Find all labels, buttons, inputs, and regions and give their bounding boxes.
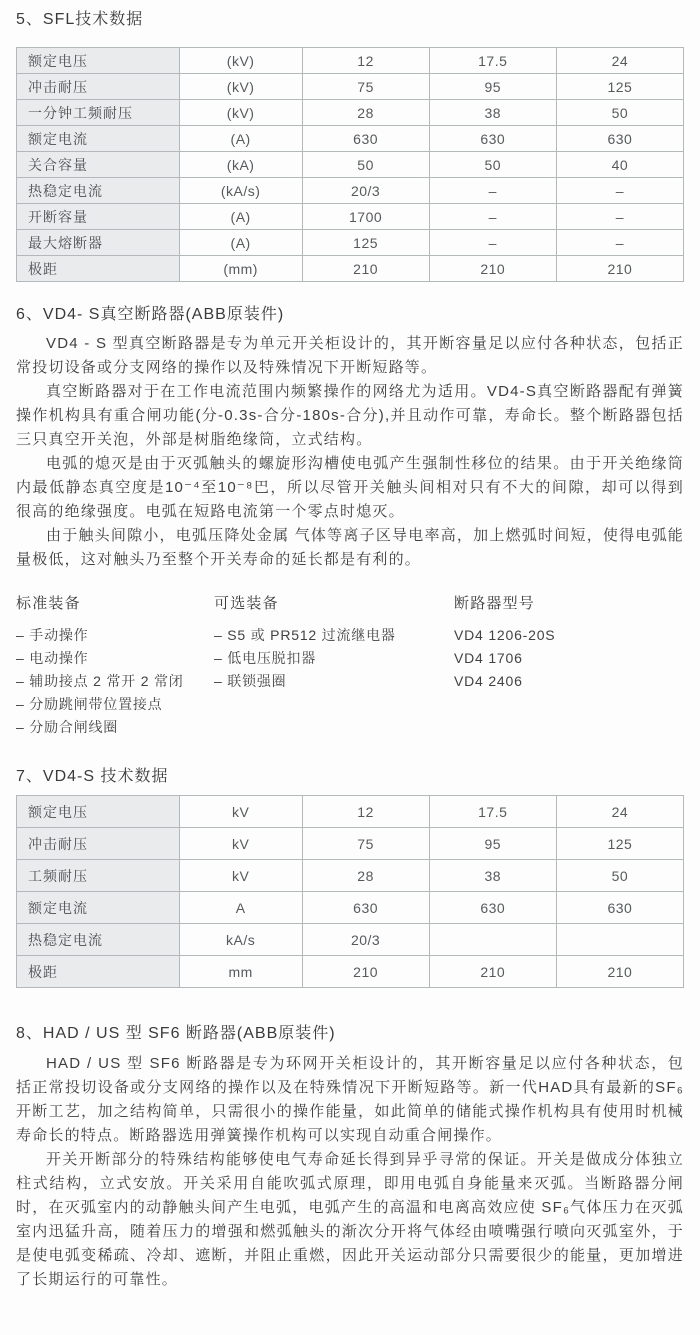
value-cell bbox=[556, 924, 683, 956]
table-row bbox=[17, 74, 684, 100]
row-label: 冲击耐压 bbox=[17, 828, 180, 860]
value-cell: – bbox=[556, 230, 683, 256]
unit-cell: A bbox=[179, 892, 302, 924]
table-row bbox=[17, 48, 684, 74]
row-label: 额定电流 bbox=[17, 892, 180, 924]
unit-cell: kV bbox=[179, 860, 302, 892]
value-cell: 50 bbox=[556, 100, 683, 126]
row-label: 最大熔断器 bbox=[17, 230, 180, 256]
section8-title: 8、HAD / US 型 SF6 断路器(ABB原装件) bbox=[16, 1025, 336, 1042]
row-label: 额定电压 bbox=[17, 48, 180, 74]
value-cell: 17.5 bbox=[429, 796, 556, 828]
unit-cell: (kV) bbox=[179, 100, 302, 126]
unit-cell: kV bbox=[179, 828, 302, 860]
list-item: – 分励合闸线圈 bbox=[16, 719, 119, 735]
value-cell: 28 bbox=[302, 100, 429, 126]
row-label: 工频耐压 bbox=[17, 860, 180, 892]
paragraph: 由于触头间隙小，电弧压降处金属 气体等离子区导电率高，加上燃弧时间短，使得电弧能量极低，这对触头乃至整个开关寿命的延长都是有利的。 bbox=[16, 527, 684, 568]
value-cell bbox=[429, 924, 556, 956]
unit-cell: (kA) bbox=[179, 152, 302, 178]
vd4s-tech-table bbox=[16, 795, 684, 988]
value-cell: – bbox=[556, 204, 683, 230]
row-label: 额定电流 bbox=[17, 126, 180, 152]
value-cell: 20/3 bbox=[302, 178, 429, 204]
paragraph: 开关开断部分的特殊结构能够使电气寿命延长得到异乎寻常的保证。开关是做成分体独立柱式结构，立式安放。开关采用自能吹弧式原理，即用电弧自身能量来灭弧。当断路器分闸时，在灭弧室内的动静触头间产生电弧，电弧产生的高温和电离高效应使 SF₆气体压力在灭弧室内迅猛升高，随着压力的增强和燃弧触头的渐次分开将气体经由喷嘴强行喷向灭弧室外，于是使电弧变稀疏、冷却、遮断，并阻止重燃，因此开关运动部分只需要很少的能量，更加增进了长期运行的可靠性。 bbox=[16, 1151, 684, 1288]
table-row bbox=[17, 178, 684, 204]
optional-equipment-column bbox=[214, 594, 454, 739]
value-cell: 75 bbox=[302, 828, 429, 860]
section7-title: 7、VD4-S 技术数据 bbox=[16, 768, 169, 785]
value-cell: 210 bbox=[429, 956, 556, 988]
list-item: – 联锁强圈 bbox=[214, 673, 287, 689]
value-cell: 210 bbox=[556, 256, 683, 282]
unit-cell: (A) bbox=[179, 204, 302, 230]
list-item: – S5 或 PR512 过流继电器 bbox=[214, 627, 396, 643]
column-header: 断路器型号 bbox=[454, 595, 536, 612]
value-cell: 210 bbox=[302, 256, 429, 282]
value-cell: 50 bbox=[429, 152, 556, 178]
value-cell: 95 bbox=[429, 828, 556, 860]
value-cell: 50 bbox=[556, 860, 683, 892]
table-row bbox=[17, 860, 684, 892]
table-row bbox=[17, 924, 684, 956]
table-row bbox=[17, 204, 684, 230]
value-cell: 210 bbox=[556, 956, 683, 988]
value-cell: 20/3 bbox=[302, 924, 429, 956]
breaker-model-column bbox=[454, 594, 684, 739]
row-label: 一分钟工频耐压 bbox=[17, 100, 180, 126]
value-cell: 210 bbox=[302, 956, 429, 988]
table-row bbox=[17, 956, 684, 988]
column-header: 标准装备 bbox=[16, 595, 81, 612]
table-row bbox=[17, 796, 684, 828]
paragraph: 电弧的熄灭是由于灭弧触头的螺旋形沟槽使电弧产生强制性移位的结果。由于开关绝缘筒内最低静态真空度是10⁻⁴至10⁻⁸巴，所以尽管开关触头间相对只有不大的间隙，却可以得到很高的绝缘强度。电弧在短路电流第一个零点时熄灭。 bbox=[16, 455, 684, 520]
standard-equipment-column bbox=[16, 594, 214, 739]
unit-cell: kA/s bbox=[179, 924, 302, 956]
value-cell: 125 bbox=[556, 828, 683, 860]
unit-cell: (A) bbox=[179, 230, 302, 256]
value-cell: – bbox=[556, 178, 683, 204]
list-item: – 分励跳闸带位置接点 bbox=[16, 696, 163, 712]
table-row bbox=[17, 256, 684, 282]
table-row bbox=[17, 892, 684, 924]
value-cell: 95 bbox=[429, 74, 556, 100]
value-cell: 1700 bbox=[302, 204, 429, 230]
list-item: – 辅助接点 2 常开 2 常闭 bbox=[16, 673, 184, 689]
value-cell: 24 bbox=[556, 48, 683, 74]
value-cell: 28 bbox=[302, 860, 429, 892]
list-item: VD4 1706 bbox=[454, 650, 523, 666]
value-cell: – bbox=[429, 178, 556, 204]
value-cell: 50 bbox=[302, 152, 429, 178]
table-row bbox=[17, 126, 684, 152]
row-label: 额定电压 bbox=[17, 796, 180, 828]
value-cell: 630 bbox=[556, 892, 683, 924]
list-item: – 低电压脱扣器 bbox=[214, 650, 317, 666]
value-cell: 630 bbox=[556, 126, 683, 152]
row-label: 极距 bbox=[17, 256, 180, 282]
paragraph: VD4 - S 型真空断路器是专为单元开关柜设计的，其开断容量足以应付各种状态，包括正常投切设备或分支网络的操作以及特殊情况下开断短路等。 bbox=[16, 335, 684, 376]
paragraph: 真空断路器对于在工作电流范围内频繁操作的网络尤为适用。VD4-S真空断路器配有弹簧操作机构具有重合闸功能(分-0.3s-合分-180s-合分),并且动作可靠，寿命长。整个断路器包括三只真空开关泡，外部是树脂绝缘筒，立式结构。 bbox=[16, 383, 684, 448]
value-cell: 125 bbox=[302, 230, 429, 256]
section6-title: 6、VD4- S真空断路器(ABB原装件) bbox=[16, 306, 285, 323]
unit-cell: (mm) bbox=[179, 256, 302, 282]
value-cell: 24 bbox=[556, 796, 683, 828]
list-item: VD4 1206-20S bbox=[454, 627, 556, 643]
value-cell: 630 bbox=[429, 892, 556, 924]
value-cell: 12 bbox=[302, 796, 429, 828]
column-header: 可选装备 bbox=[214, 595, 279, 612]
row-label: 开断容量 bbox=[17, 204, 180, 230]
paragraph: HAD / US 型 SF6 断路器是专为环网开关柜设计的，其开断容量足以应付各种状态，包括正常投切设备或分支网络的操作以及在特殊情况下开断短路等。新一代HAD具有最新的SF₆开断工艺，加之结构简单，只需很小的操作能量，如此简单的储能式操作机构具有使用时机械寿命长的特点。断路器选用弹簧操作机构可以实现自动重合闸操作。 bbox=[16, 1055, 684, 1144]
value-cell: 125 bbox=[556, 74, 683, 100]
list-item: VD4 2406 bbox=[454, 673, 523, 689]
row-label: 热稳定电流 bbox=[17, 178, 180, 204]
unit-cell: (kV) bbox=[179, 48, 302, 74]
table-row bbox=[17, 230, 684, 256]
unit-cell: mm bbox=[179, 956, 302, 988]
value-cell: 630 bbox=[302, 126, 429, 152]
value-cell: 17.5 bbox=[429, 48, 556, 74]
value-cell: – bbox=[429, 204, 556, 230]
section6-body bbox=[16, 332, 684, 572]
equipment-section bbox=[16, 594, 684, 739]
value-cell: 12 bbox=[302, 48, 429, 74]
unit-cell: (A) bbox=[179, 126, 302, 152]
row-label: 冲击耐压 bbox=[17, 74, 180, 100]
unit-cell: kV bbox=[179, 796, 302, 828]
list-item: – 手动操作 bbox=[16, 627, 89, 643]
row-label: 极距 bbox=[17, 956, 180, 988]
value-cell: 38 bbox=[429, 860, 556, 892]
value-cell: – bbox=[429, 230, 556, 256]
value-cell: 210 bbox=[429, 256, 556, 282]
table-row bbox=[17, 152, 684, 178]
table-row bbox=[17, 828, 684, 860]
row-label: 热稳定电流 bbox=[17, 924, 180, 956]
section8-body bbox=[16, 1052, 684, 1292]
row-label: 关合容量 bbox=[17, 152, 180, 178]
value-cell: 40 bbox=[556, 152, 683, 178]
value-cell: 630 bbox=[429, 126, 556, 152]
value-cell: 38 bbox=[429, 100, 556, 126]
value-cell: 630 bbox=[302, 892, 429, 924]
section5-title: 5、SFL技术数据 bbox=[16, 11, 144, 28]
unit-cell: (kA/s) bbox=[179, 178, 302, 204]
unit-cell: (kV) bbox=[179, 74, 302, 100]
list-item: – 电动操作 bbox=[16, 650, 89, 666]
value-cell: 75 bbox=[302, 74, 429, 100]
table-row bbox=[17, 100, 684, 126]
sfl-tech-table bbox=[16, 47, 684, 282]
